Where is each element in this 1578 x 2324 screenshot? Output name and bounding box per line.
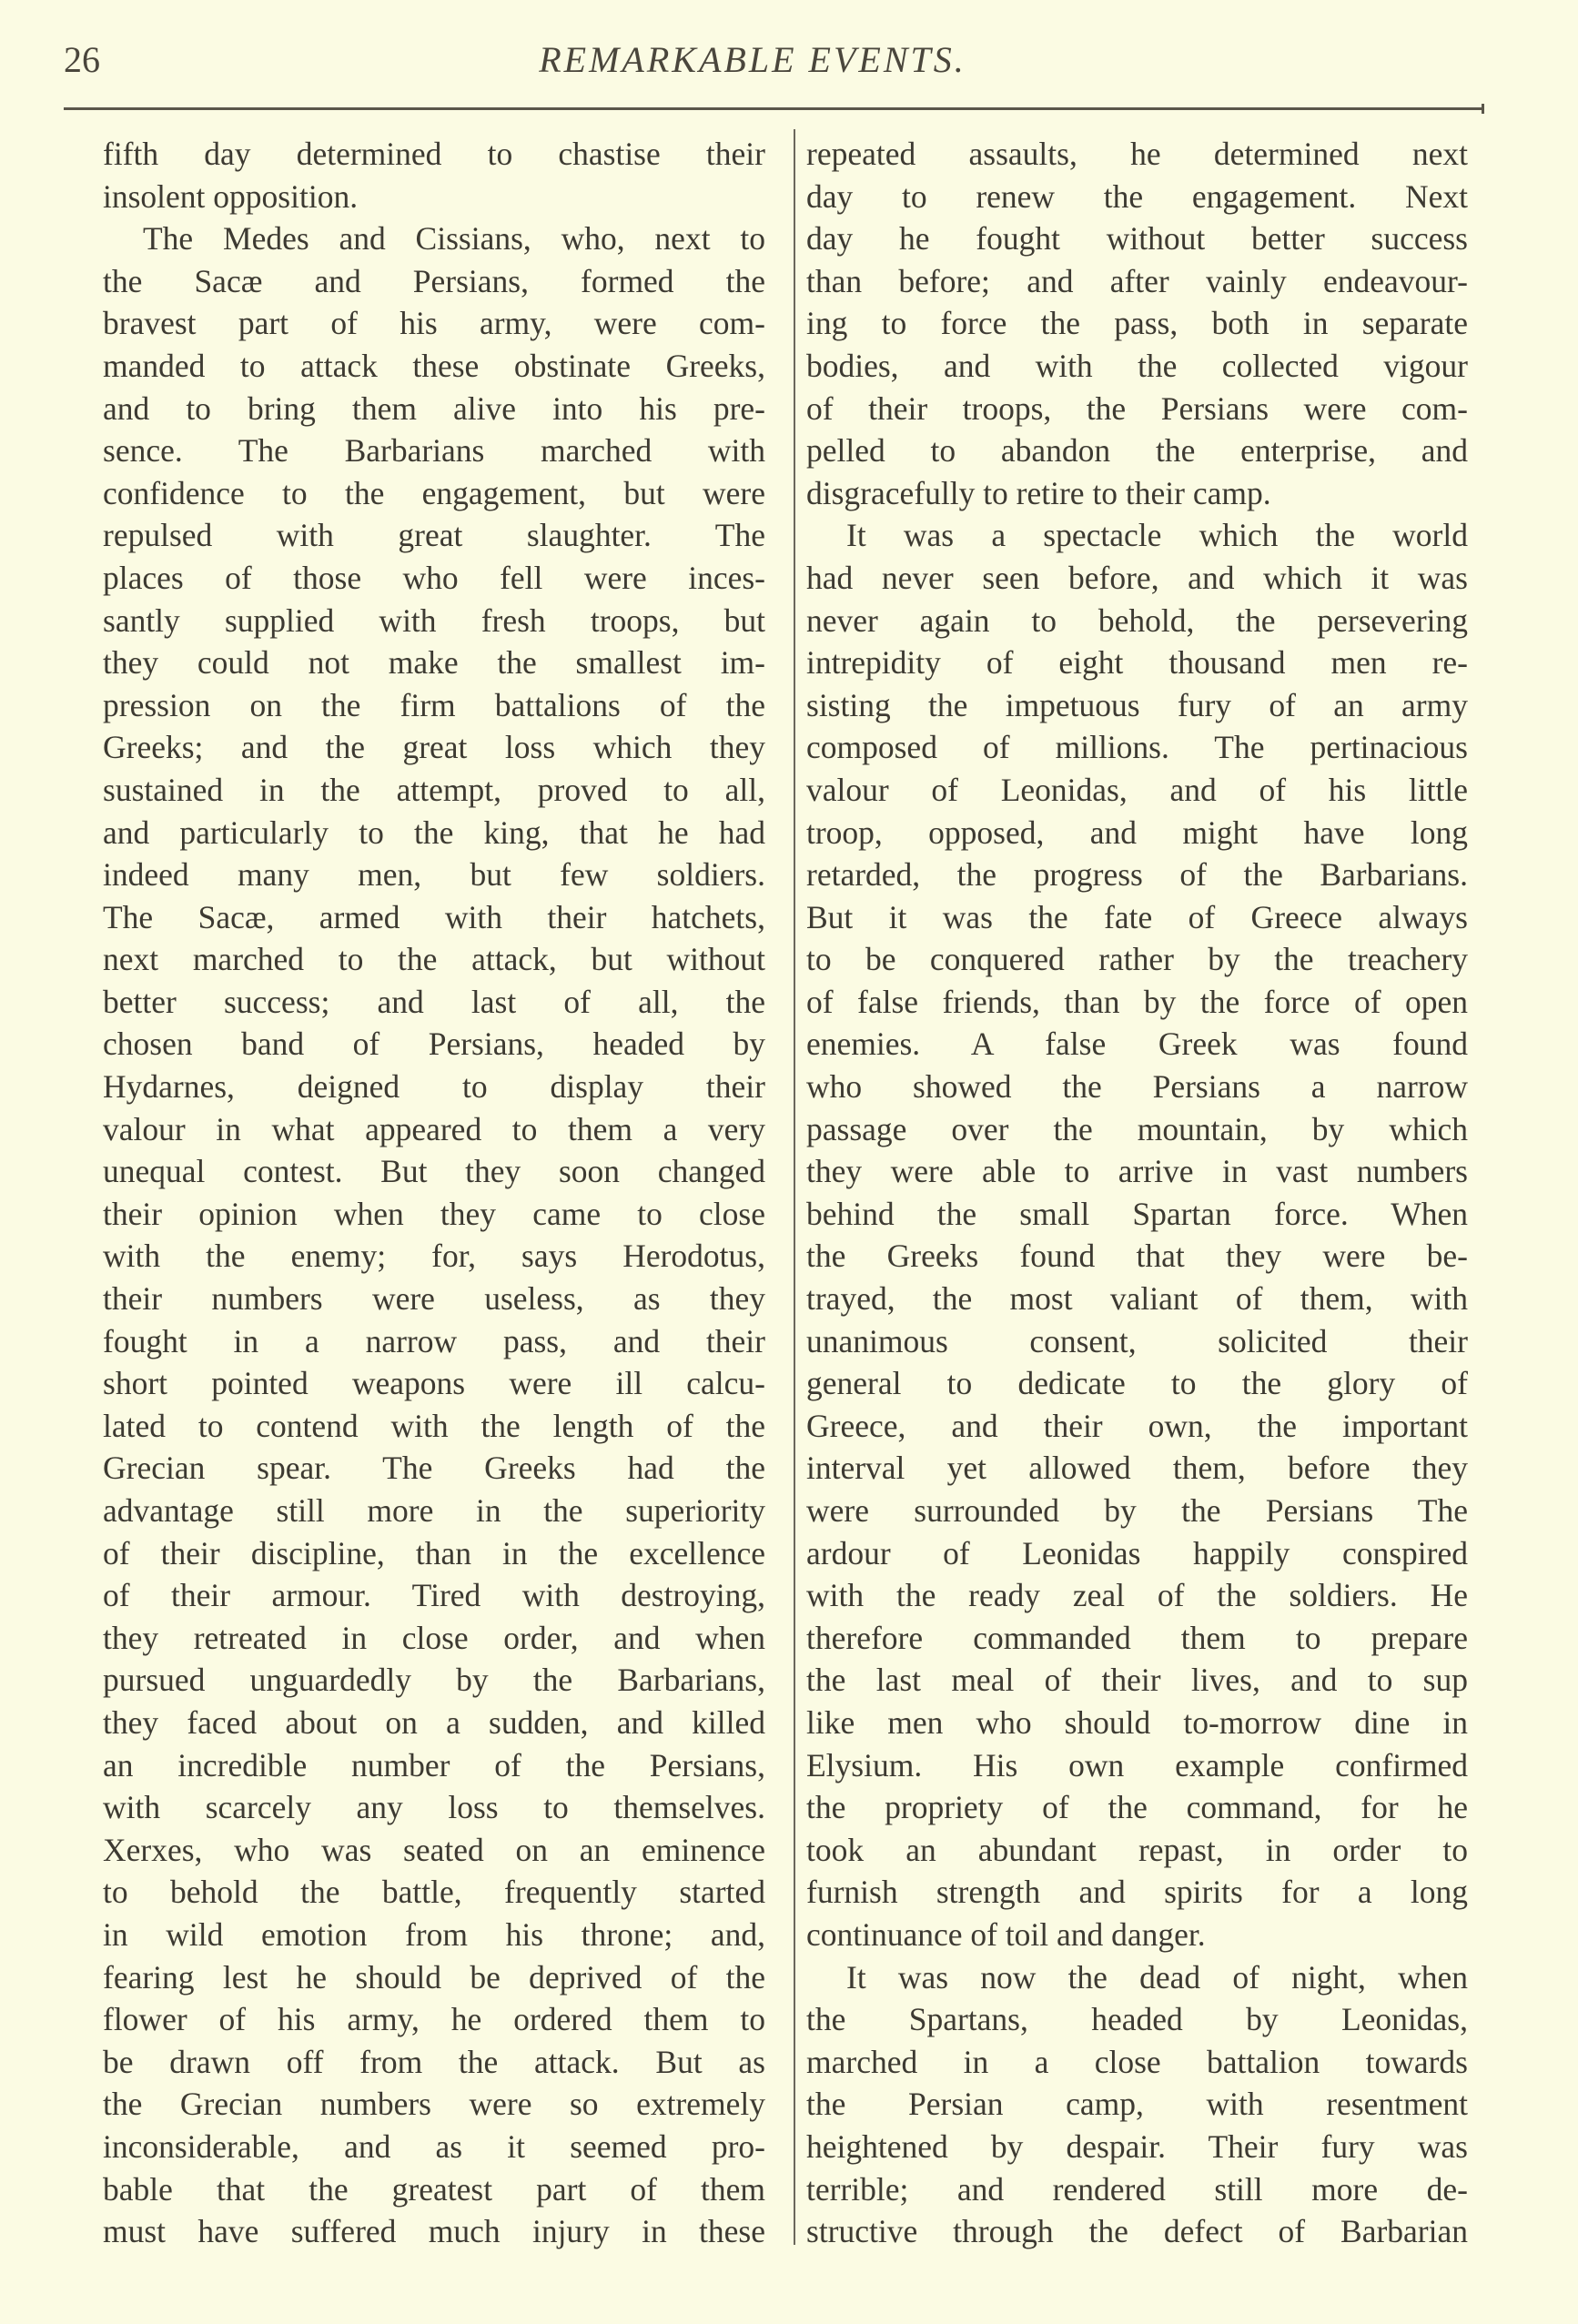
text-line: short pointed weapons were ill calcu- xyxy=(103,1365,765,1402)
text-line: valour in what appeared to them a very xyxy=(103,1110,765,1147)
text-line: next marched to the attack, but without xyxy=(103,941,765,978)
text-line: like men who should to-morrow dine in xyxy=(806,1703,1468,1741)
text-line: inconsiderable, and as it seemed pro- xyxy=(103,2127,765,2165)
text-line: flower of his army, he ordered them to xyxy=(103,2001,765,2038)
text-line: It was a spectacle which the world xyxy=(846,517,1468,554)
text-line: in wild emotion from his throne; and, xyxy=(103,1915,765,1953)
text-line: had never seen before, and which it was xyxy=(806,559,1468,596)
page-number: 26 xyxy=(64,39,100,80)
text-line: confidence to the engagement, but were xyxy=(103,474,765,511)
text-line: pursued unguardedly by the Barbarians, xyxy=(103,1662,765,1699)
text-line: were surrounded by the Persians The xyxy=(806,1492,1468,1529)
text-line: heightened by despair. Their fury was xyxy=(806,2127,1468,2165)
text-line: better success; and last of all, the xyxy=(103,983,765,1020)
text-line: Grecian spear. The Greeks had the xyxy=(103,1450,765,1487)
text-line: be drawn off from the attack. But as xyxy=(103,2043,765,2080)
text-line: Elysium. His own example confirmed xyxy=(806,1746,1468,1783)
text-line: passage over the mountain, by which xyxy=(806,1110,1468,1147)
text-line: the Grecian numbers were so extremely xyxy=(103,2086,765,2123)
running-head xyxy=(0,38,1578,81)
text-line: advantage still more in the superiority xyxy=(103,1492,765,1529)
text-line: ardour of Leonidas happily conspired xyxy=(806,1534,1468,1571)
text-line: day he fought without better success xyxy=(806,220,1468,258)
text-line: The Sacæ, armed with their hatchets, xyxy=(103,898,765,935)
text-line: an incredible number of the Persians, xyxy=(103,1746,765,1783)
text-line: repulsed with great slaughter. The xyxy=(103,517,765,554)
text-line: general to dedicate to the glory of xyxy=(806,1365,1468,1402)
text-line: continuance of toil and danger. xyxy=(806,1915,1206,1953)
text-line: of false friends, than by the force of open xyxy=(806,983,1468,1020)
text-line: unanimous consent, solicited their xyxy=(806,1322,1468,1359)
text-line: bodies, and with the collected vigour xyxy=(806,347,1468,384)
text-line: of their discipline, than in the excellence xyxy=(103,1534,765,1571)
text-line: The Medes and Cissians, who, next to xyxy=(143,220,765,258)
text-line: fifth day determined to chastise their xyxy=(103,136,765,172)
text-line: interval yet allowed them, before they xyxy=(806,1450,1468,1487)
text-line: day to renew the engagement. Next xyxy=(806,177,1468,215)
text-line: trayed, the most valiant of them, with xyxy=(806,1280,1468,1318)
text-line: fearing lest he should be deprived of the xyxy=(103,1958,765,1996)
text-line: terrible; and rendered still more de- xyxy=(806,2170,1468,2208)
text-line: enemies. A false Greek was found xyxy=(806,1026,1468,1063)
text-line: structive through the defect of Barbarian xyxy=(806,2213,1468,2250)
header-rule xyxy=(64,107,1483,110)
text-line: they retreated in close order, and when xyxy=(103,1619,765,1656)
text-line: Greeks; and the great loss which they xyxy=(103,729,765,766)
text-line: sisting the impetuous fury of an army xyxy=(806,686,1468,723)
text-line: the propriety of the command, for he xyxy=(806,1789,1468,1826)
text-line: they were able to arrive in vast numbers xyxy=(806,1153,1468,1190)
text-line: But it was the fate of Greece always xyxy=(806,898,1468,935)
text-line: the Greeks found that they were be- xyxy=(806,1238,1468,1275)
text-line: santly supplied with fresh troops, but xyxy=(103,601,765,639)
text-line: Greece, and their own, the important xyxy=(806,1407,1468,1444)
text-line: behind the small Spartan force. When xyxy=(806,1195,1468,1232)
text-line: never again to behold, the persevering xyxy=(806,601,1468,639)
text-line: to behold the battle, frequently started xyxy=(103,1874,765,1911)
text-line: the Spartans, headed by Leonidas, xyxy=(806,2001,1468,2038)
text-line: therefore commanded them to prepare xyxy=(806,1619,1468,1656)
text-line: Hydarnes, deigned to display their xyxy=(103,1068,765,1106)
text-line: sustained in the attempt, proved to all, xyxy=(103,771,765,808)
text-line: intrepidity of eight thousand men re- xyxy=(806,644,1468,682)
left-column xyxy=(103,133,765,2253)
text-line: Xerxes, who was seated on an eminence xyxy=(103,1831,765,1868)
text-line: unequal contest. But they soon changed xyxy=(103,1153,765,1190)
text-line: disgracefully to retire to their camp. xyxy=(806,474,1271,511)
text-line: of their troops, the Persians were com- xyxy=(806,389,1468,427)
text-line: furnish strength and spirits for a long xyxy=(806,1874,1468,1911)
text-line: they faced about on a sudden, and killed xyxy=(103,1703,765,1741)
text-line: chosen band of Persians, headed by xyxy=(103,1026,765,1063)
text-line: the last meal of their lives, and to sup xyxy=(806,1662,1468,1699)
text-line: with the enemy; for, says Herodotus, xyxy=(103,1238,765,1275)
text-line: repeated assaults, he determined next xyxy=(806,136,1468,172)
column-divider xyxy=(794,129,795,2245)
text-line: troop, opposed, and might have long xyxy=(806,813,1468,851)
text-line: than before; and after vainly endeavour- xyxy=(806,262,1468,299)
text-line: and particularly to the king, that he had xyxy=(103,813,765,851)
text-line: bable that the greatest part of them xyxy=(103,2170,765,2208)
text-line: they could not make the smallest im- xyxy=(103,644,765,682)
text-line: sence. The Barbarians marched with xyxy=(103,432,765,470)
text-line: valour of Leonidas, and of his little xyxy=(806,771,1468,808)
text-line: composed of millions. The pertinacious xyxy=(806,729,1468,766)
text-line: fought in a narrow pass, and their xyxy=(103,1322,765,1359)
text-line: It was now the dead of night, when xyxy=(846,1958,1468,1996)
text-line: pelled to abandon the enterprise, and xyxy=(806,432,1468,470)
text-line: retarded, the progress of the Barbarians. xyxy=(806,856,1468,894)
text-line: of their armour. Tired with destroying, xyxy=(103,1577,765,1614)
text-line: who showed the Persians a narrow xyxy=(806,1068,1468,1106)
right-column xyxy=(806,133,1468,2253)
text-line: their numbers were useless, as they xyxy=(103,1280,765,1318)
text-line: bravest part of his army, were com- xyxy=(103,305,765,342)
text-line: with the ready zeal of the soldiers. He xyxy=(806,1577,1468,1614)
text-line: with scarcely any loss to themselves. xyxy=(103,1789,765,1826)
text-line: indeed many men, but few soldiers. xyxy=(103,856,765,894)
text-line: took an abundant repast, in order to xyxy=(806,1831,1468,1868)
text-line: insolent opposition. xyxy=(103,177,359,215)
text-line: pression on the firm battalions of the xyxy=(103,686,765,723)
text-line: must have suffered much injury in these xyxy=(103,2213,765,2250)
text-line: places of those who fell were inces- xyxy=(103,559,765,596)
text-line: to be conquered rather by the treachery xyxy=(806,941,1468,978)
running-head-title: REMARKABLE EVENTS. xyxy=(539,39,966,80)
text-line: the Persian camp, with resentment xyxy=(806,2086,1468,2123)
text-line: lated to contend with the length of the xyxy=(103,1407,765,1444)
text-line: their opinion when they came to close xyxy=(103,1195,765,1232)
text-line: manded to attack these obstinate Greeks, xyxy=(103,347,765,384)
text-line: marched in a close battalion towards xyxy=(806,2043,1468,2080)
text-line: ing to force the pass, both in separate xyxy=(806,305,1468,342)
text-line: the Sacæ and Persians, formed the xyxy=(103,262,765,299)
text-line: and to bring them alive into his pre- xyxy=(103,389,765,427)
